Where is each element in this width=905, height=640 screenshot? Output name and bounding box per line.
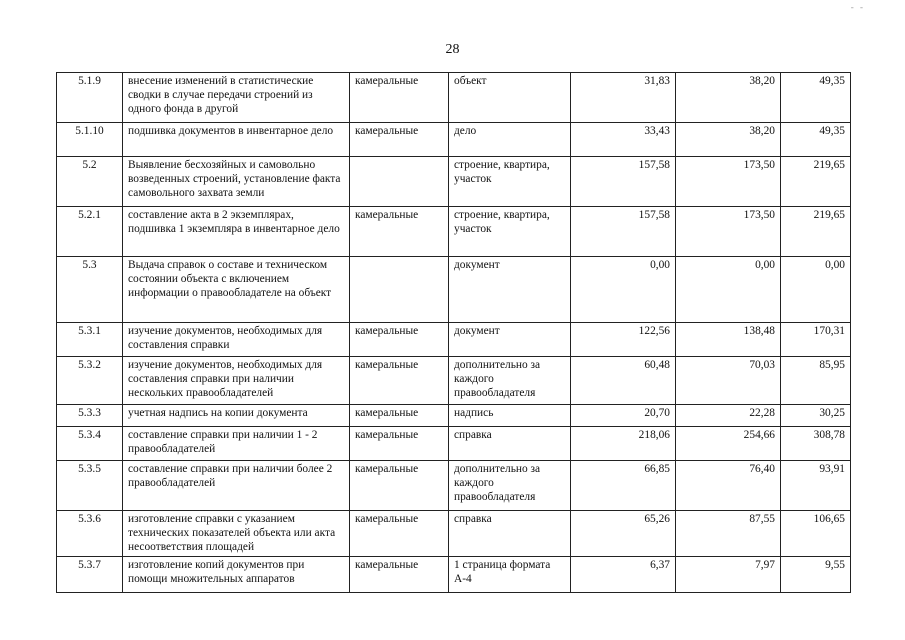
row-value-2: 7,97 <box>676 557 781 593</box>
row-value-1: 65,26 <box>571 511 676 557</box>
row-value-1: 122,56 <box>571 323 676 357</box>
row-description: составление акта в 2 экземплярах, подшивка 1 экземпляра в инвентарное дело <box>123 207 350 257</box>
row-value-2: 70,03 <box>676 357 781 405</box>
row-value-3: 0,00 <box>781 257 851 323</box>
row-value-1: 157,58 <box>571 157 676 207</box>
row-value-3: 170,31 <box>781 323 851 357</box>
row-unit: документ <box>449 323 571 357</box>
row-description: составление справки при наличии более 2 правообладателей <box>123 461 350 511</box>
row-value-1: 31,83 <box>571 73 676 123</box>
row-work-type: камеральные <box>350 557 449 593</box>
row-description: Выдача справок о составе и техническом состоянии объекта с включением информации о правообладателе на объект <box>123 257 350 323</box>
row-description: внесение изменений в статистические сводки в случае передачи строений из одного фонда в другой <box>123 73 350 123</box>
row-unit: объект <box>449 73 571 123</box>
row-description: Выявление бесхозяйных и самовольно возведенных строений, установление факта самовольного захвата земли <box>123 157 350 207</box>
table-row <box>57 123 851 157</box>
row-value-1: 0,00 <box>571 257 676 323</box>
row-value-2: 173,50 <box>676 157 781 207</box>
row-value-1: 66,85 <box>571 461 676 511</box>
row-work-type <box>350 257 449 323</box>
rates-table <box>56 72 851 593</box>
row-unit: 1 страница формата А-4 <box>449 557 571 593</box>
row-work-type: камеральные <box>350 405 449 427</box>
row-value-1: 33,43 <box>571 123 676 157</box>
row-work-type: камеральные <box>350 207 449 257</box>
row-value-2: 173,50 <box>676 207 781 257</box>
table-row <box>57 323 851 357</box>
row-description: изучение документов, необходимых для составления справки при наличии нескольких правообладателей <box>123 357 350 405</box>
row-description: составление справки при наличии 1 - 2 правообладателей <box>123 427 350 461</box>
row-work-type: камеральные <box>350 511 449 557</box>
row-value-1: 218,06 <box>571 427 676 461</box>
row-value-2: 87,55 <box>676 511 781 557</box>
row-value-3: 49,35 <box>781 123 851 157</box>
row-value-3: 219,65 <box>781 207 851 257</box>
row-description: изготовление справки с указанием технических показателей объекта или акта несоответствия площадей <box>123 511 350 557</box>
row-value-1: 20,70 <box>571 405 676 427</box>
rates-table-body <box>57 73 851 593</box>
row-number: 5.3.6 <box>57 511 123 557</box>
row-work-type <box>350 157 449 207</box>
row-value-2: 254,66 <box>676 427 781 461</box>
row-value-3: 85,95 <box>781 357 851 405</box>
table-row <box>57 511 851 557</box>
row-value-3: 93,91 <box>781 461 851 511</box>
row-number: 5.1.9 <box>57 73 123 123</box>
row-value-2: 38,20 <box>676 123 781 157</box>
row-unit: надпись <box>449 405 571 427</box>
row-unit: справка <box>449 427 571 461</box>
row-work-type: камеральные <box>350 323 449 357</box>
row-unit: справка <box>449 511 571 557</box>
row-unit: дополнительно за каждого правообладателя <box>449 357 571 405</box>
row-number: 5.3.5 <box>57 461 123 511</box>
row-value-1: 60,48 <box>571 357 676 405</box>
row-work-type: камеральные <box>350 427 449 461</box>
table-row <box>57 557 851 593</box>
row-work-type: камеральные <box>350 461 449 511</box>
row-unit: дополнительно за каждого правообладателя <box>449 461 571 511</box>
row-description: подшивка документов в инвентарное дело <box>123 123 350 157</box>
table-row <box>57 157 851 207</box>
row-value-3: 106,65 <box>781 511 851 557</box>
row-value-2: 138,48 <box>676 323 781 357</box>
row-number: 5.3 <box>57 257 123 323</box>
row-value-3: 308,78 <box>781 427 851 461</box>
row-value-3: 30,25 <box>781 405 851 427</box>
row-unit: строение, квартира, участок <box>449 157 571 207</box>
row-description: изучение документов, необходимых для составления справки <box>123 323 350 357</box>
row-number: 5.3.1 <box>57 323 123 357</box>
table-row <box>57 405 851 427</box>
row-value-1: 6,37 <box>571 557 676 593</box>
row-work-type: камеральные <box>350 357 449 405</box>
row-number: 5.3.2 <box>57 357 123 405</box>
row-value-3: 9,55 <box>781 557 851 593</box>
row-work-type: камеральные <box>350 123 449 157</box>
row-unit: документ <box>449 257 571 323</box>
table-row <box>57 257 851 323</box>
row-number: 5.3.7 <box>57 557 123 593</box>
row-number: 5.3.3 <box>57 405 123 427</box>
row-unit: строение, квартира, участок <box>449 207 571 257</box>
corner-scan-mark: - - <box>850 2 865 12</box>
page-number: 28 <box>445 42 460 57</box>
table-row <box>57 461 851 511</box>
row-value-2: 38,20 <box>676 73 781 123</box>
row-value-2: 76,40 <box>676 461 781 511</box>
row-number: 5.3.4 <box>57 427 123 461</box>
row-value-2: 22,28 <box>676 405 781 427</box>
row-number: 5.2.1 <box>57 207 123 257</box>
row-work-type: камеральные <box>350 73 449 123</box>
row-value-1: 157,58 <box>571 207 676 257</box>
row-value-2: 0,00 <box>676 257 781 323</box>
table-row <box>57 427 851 461</box>
table-row <box>57 207 851 257</box>
row-value-3: 49,35 <box>781 73 851 123</box>
row-description: изготовление копий документов при помощи множительных аппаратов <box>123 557 350 593</box>
row-number: 5.1.10 <box>57 123 123 157</box>
row-unit: дело <box>449 123 571 157</box>
row-value-3: 219,65 <box>781 157 851 207</box>
table-row <box>57 357 851 405</box>
row-number: 5.2 <box>57 157 123 207</box>
table-row <box>57 73 851 123</box>
row-description: учетная надпись на копии документа <box>123 405 350 427</box>
